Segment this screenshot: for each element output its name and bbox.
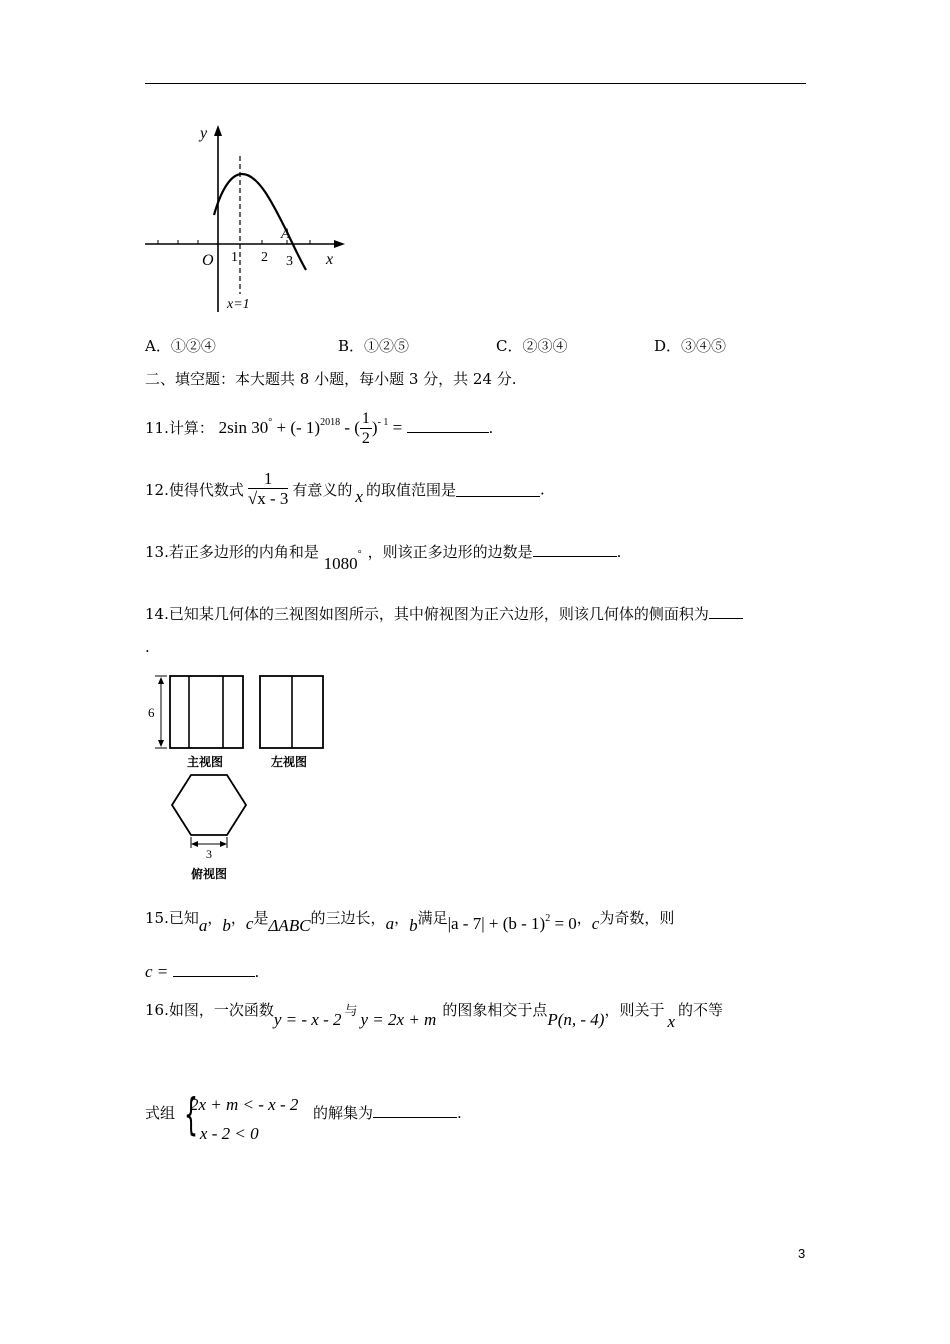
q12-prefix: 12.使得代数式 <box>145 481 244 499</box>
q12-numerator: 1 <box>248 470 289 489</box>
q11-term-d: ) <box>371 418 378 437</box>
question-13 <box>145 541 622 573</box>
q13-degree: ° <box>357 549 362 560</box>
question-12: 12.使得代数式 $\frac{1}{√x - 3}$ 有意义的 x 的取值范围是 . <box>145 469 545 508</box>
graph-point-a: A <box>281 226 291 242</box>
q15-var-b-2: b <box>409 916 418 935</box>
q13-value: 1080 <box>323 554 358 573</box>
function-graph <box>140 122 355 322</box>
q15-end: . <box>254 963 260 981</box>
q16-text-1: 的图象相交于点 <box>442 1001 548 1019</box>
q11-exponent: 2018 <box>320 417 341 428</box>
q13-answer-blank[interactable] <box>533 542 617 557</box>
q15-prefix: 15.已知 <box>145 909 199 927</box>
question-14 <box>145 603 743 624</box>
q11-fraction-denominator: 2 <box>361 429 370 447</box>
q15-text-3: 为奇数，则 <box>599 909 675 927</box>
q11-term-b: + (- 1) <box>272 418 321 437</box>
q11-answer-blank[interactable] <box>407 418 489 433</box>
top-view-label: 俯视图 <box>191 867 228 881</box>
q13-end: . <box>616 543 622 561</box>
q15-var-c: c <box>245 914 254 933</box>
q16-system-brace: { <box>184 1089 198 1140</box>
q16-prefix: 16.如图，一次函数 <box>145 1001 274 1019</box>
q15-sep-4: ， <box>576 909 592 927</box>
q16-text-4: 的解集为 <box>313 1104 374 1122</box>
q15-var-c-2: c <box>591 914 600 933</box>
q13-suffix: ，则该正多边形的边数是 <box>367 543 533 561</box>
q15-text-1: 的三边长， <box>310 909 386 927</box>
q12-suffix: 的取值范围是 <box>365 481 456 499</box>
q13-prefix: 13.若正多边形的内角和是 <box>145 543 319 561</box>
q11-degree: ° <box>268 417 273 428</box>
q16-line-2 <box>313 1102 462 1123</box>
q15-triangle: ΔABC <box>268 916 311 935</box>
q16-text-2: ，则关于 <box>604 1001 665 1019</box>
q14-answer-blank[interactable] <box>709 604 743 619</box>
q11-fraction-numerator: 1 <box>361 409 370 427</box>
q15-expr-2: + (b - 1) <box>484 914 546 933</box>
option-d[interactable]: D．③④⑤ <box>654 337 727 355</box>
q15-answer-blank[interactable] <box>173 962 255 977</box>
question-16 <box>145 999 724 1031</box>
graph-x-label: x <box>326 251 334 268</box>
q15-expr-3: = 0 <box>550 914 577 933</box>
q15-sep-1: ， <box>207 909 223 927</box>
width-dimension-label: 3 <box>206 847 212 861</box>
q12-variable: x <box>355 486 363 506</box>
graph-tick-2: 2 <box>261 250 268 265</box>
section-heading: 二、填空题：本大题共 8 小题，每小题 3 分，共 24 分. <box>145 370 517 388</box>
q11-exponent-2: - 1 <box>377 417 389 428</box>
q15-sep-2: ， <box>230 909 246 927</box>
q16-inequality-2: - x - 2 < 0 <box>190 1124 259 1143</box>
question-15-line-2 <box>145 962 259 982</box>
q15-var-b: b <box>222 916 231 935</box>
q15-var-a: a <box>198 916 208 935</box>
q16-text-3: 的不等 <box>678 1001 724 1019</box>
option-a[interactable]: A．①②④ <box>145 337 216 355</box>
q15-is: 是 <box>253 909 269 927</box>
q16-inequality-1: 2x + m < - x - 2 <box>190 1095 299 1114</box>
q16-variable: x <box>667 1012 676 1031</box>
q16-end: . <box>457 1104 462 1122</box>
q12-answer-blank[interactable] <box>456 482 540 497</box>
q12-middle-text: 有意义的 <box>292 481 353 499</box>
q15-sep-3: ， <box>394 909 410 927</box>
q12-end: . <box>539 480 545 499</box>
question-11 <box>145 408 493 451</box>
left-view-label: 左视图 <box>271 755 308 769</box>
graph-tick-1: 1 <box>231 250 238 265</box>
q16-function-2: y = 2x + m <box>360 1010 437 1029</box>
graph-y-label: y <box>200 125 208 142</box>
q15-var-a-2: a <box>385 914 395 933</box>
q12-radicand: x - 3 <box>257 489 289 508</box>
q16-with: 与 <box>344 1004 358 1019</box>
page-number: 3 <box>798 1246 806 1261</box>
question-15 <box>145 907 675 935</box>
q11-term-a: 2sin 30 <box>218 418 269 437</box>
graph-dashed-line-label: x=1 <box>227 297 250 312</box>
height-dimension-label: 6 <box>148 705 155 720</box>
q15-text-2: 满足 <box>417 909 448 927</box>
q11-end: . <box>488 419 494 437</box>
q15-answer-label: c = <box>145 962 173 981</box>
q11-prefix: 11.计算： <box>145 419 214 437</box>
q15-square: 2 <box>545 913 551 924</box>
q15-expr-1: |a - 7| <box>447 914 485 933</box>
option-c[interactable]: C．②③④ <box>496 337 568 355</box>
graph-tick-3: 3 <box>286 254 293 269</box>
three-views-figure <box>145 668 335 886</box>
q16-point: P(n, - 4) <box>547 1010 605 1029</box>
q16-prefix-line-2: 式组 <box>145 1104 176 1122</box>
header-rule <box>145 83 806 84</box>
q14-text: 14.已知某几何体的三视图如图所示，其中俯视图为正六边形，则该几何体的侧面积为 <box>145 605 709 623</box>
graph-origin-label: O <box>202 252 214 269</box>
q16-function-1: y = - x - 2 <box>273 1010 342 1029</box>
q11-term-c: - ( <box>340 418 360 437</box>
q16-answer-blank[interactable] <box>373 1103 457 1118</box>
option-b[interactable]: B．①②⑤ <box>338 337 410 355</box>
front-view-label: 主视图 <box>187 755 224 769</box>
q11-equals: = <box>388 418 407 437</box>
q14-end: . <box>145 638 150 656</box>
